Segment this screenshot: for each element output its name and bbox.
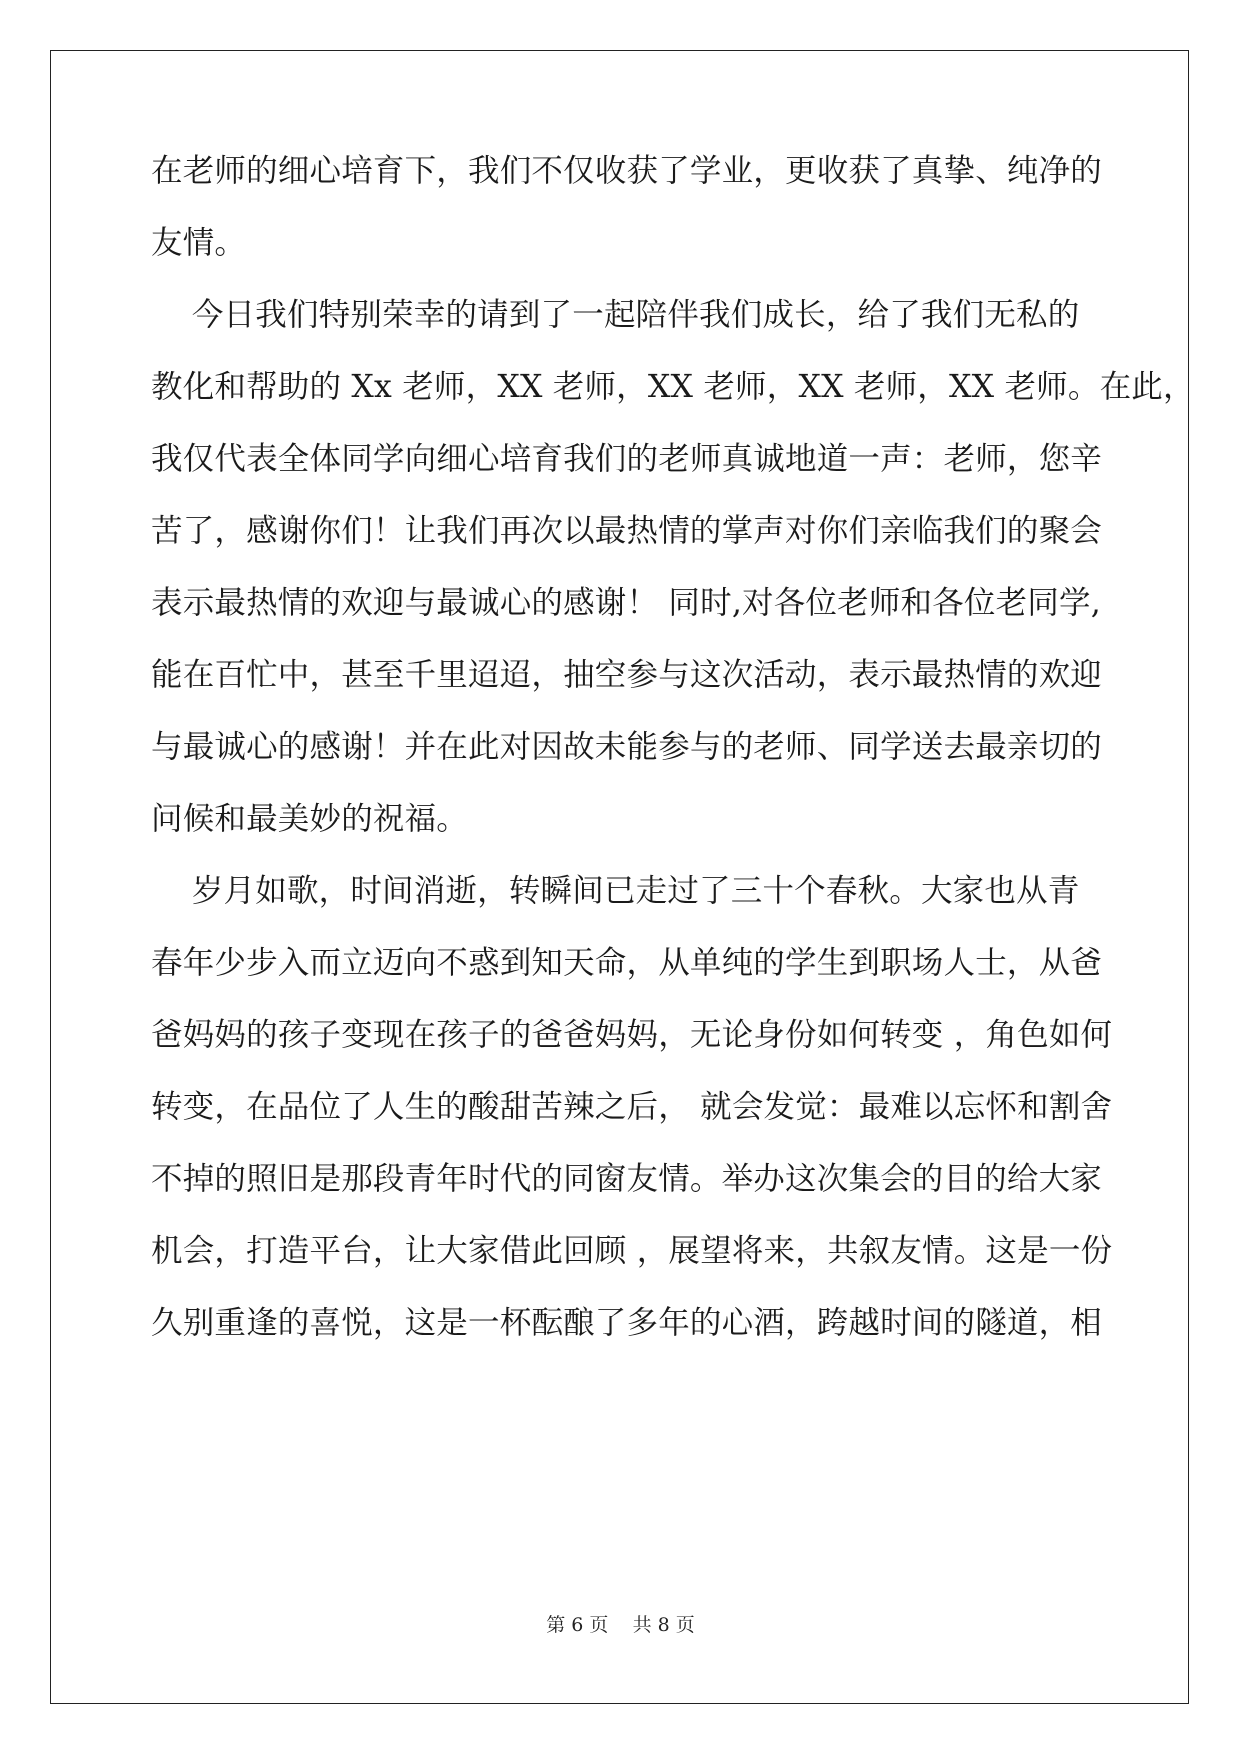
- page-number: 第 6 页 共 8 页: [546, 1614, 695, 1636]
- text-line: 苦了，感谢你们！让我们再次以最热情的掌声对你们亲临我们的聚会: [151, 513, 1103, 549]
- text-line: 在老师的细心培育下，我们不仅收获了学业，更收获了真挚、纯净的: [151, 153, 1103, 189]
- text-line: 我仅代表全体同学向细心培育我们的老师真诚地道一声：老师，您辛: [151, 441, 1103, 477]
- text-line: 机会，打造平台，让大家借此回顾 ，展望将来，共叙友情。这是一份: [151, 1233, 1113, 1269]
- text-line: 岁月如歌，时间消逝，转瞬间已走过了三十个春秋。大家也从青: [151, 873, 1080, 909]
- text-line: 今日我们特别荣幸的请到了一起陪伴我们成长，给了我们无私的: [151, 297, 1080, 333]
- text-line: 不掉的照旧是那段青年时代的同窗友情。举办这次集会的目的给大家: [151, 1161, 1103, 1197]
- text-line: 转变，在品位了人生的酸甜苦辣之后， 就会发觉：最难以忘怀和割舍: [151, 1089, 1113, 1125]
- text-line: 表示最热情的欢迎与最诚心的感谢！ 同时,对各位老师和各位老同学,: [151, 585, 1101, 621]
- text-line: 久别重逢的喜悦，这是一杯酝酿了多年的心酒，跨越时间的隧道，相: [151, 1305, 1103, 1341]
- text-line: 与最诚心的感谢！并在此对因故未能参与的老师、同学送去最亲切的: [151, 729, 1103, 765]
- text-line: 能在百忙中，甚至千里迢迢，抽空参与这次活动，表示最热情的欢迎: [151, 657, 1103, 693]
- text-line: 教化和帮助的 Xx 老师，XX 老师，XX 老师，XX 老师，XX 老师。在此，: [151, 369, 1195, 405]
- text-line: 问候和最美妙的祝福。: [151, 801, 469, 837]
- text-line: 爸妈妈的孩子变现在孩子的爸爸妈妈，无论身份如何转变 ，角色如何: [151, 1017, 1113, 1053]
- text-line: 春年少步入而立迈向不惑到知天命，从单纯的学生到职场人士，从爸: [151, 945, 1103, 981]
- text-line: 友情。: [151, 225, 247, 261]
